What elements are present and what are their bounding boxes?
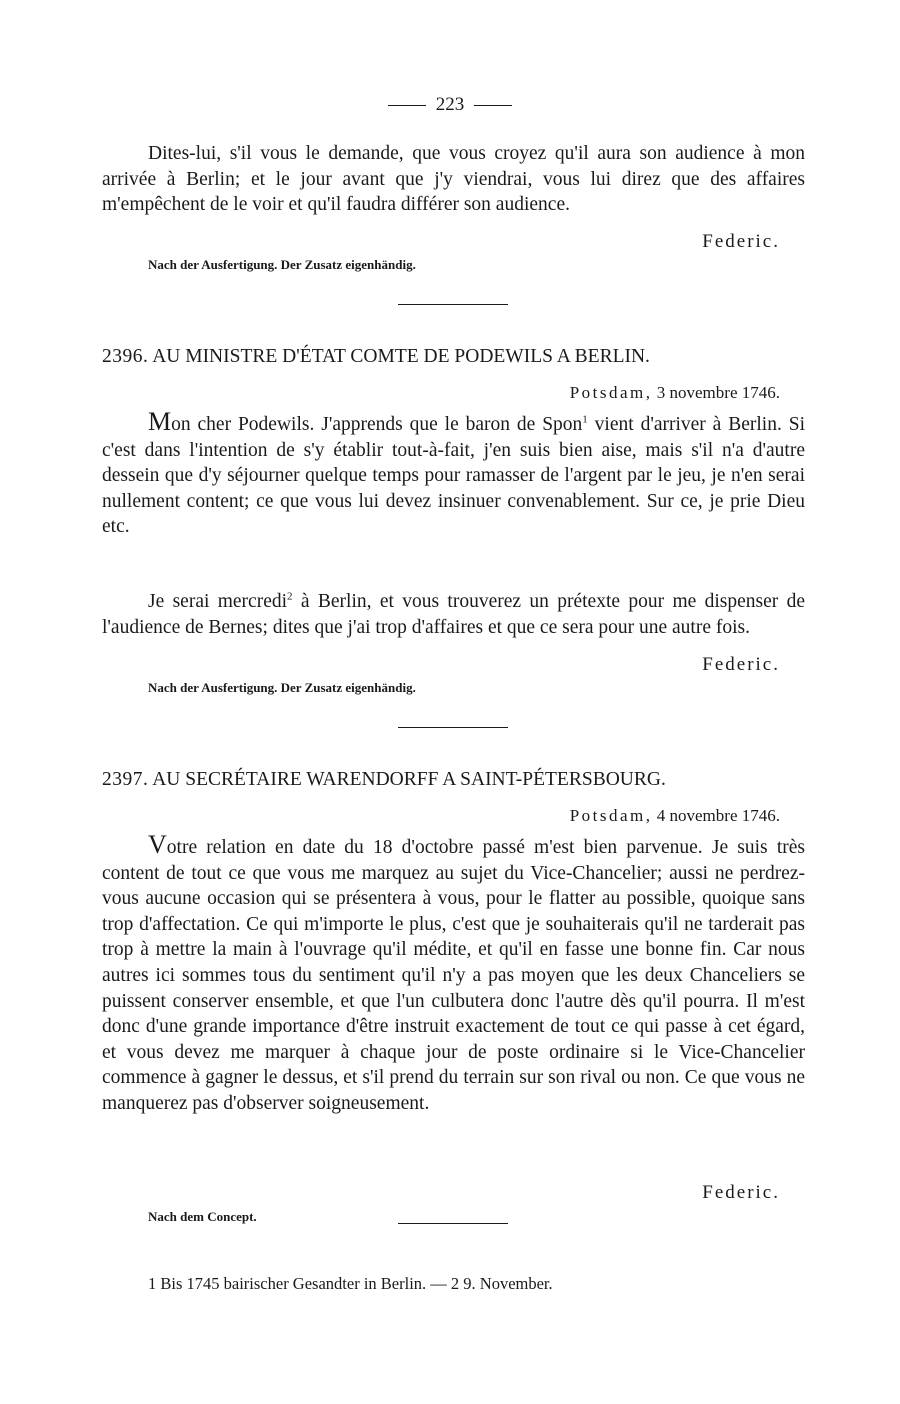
header-dash-left <box>388 105 426 106</box>
prev-letter-source-note: Nach der Ausfertigung. Der Zusatz eigenhändig. <box>148 257 416 272</box>
dateline-place: Potsdam, <box>569 806 653 825</box>
letter-2396-dateline <box>570 383 780 403</box>
footnote-marker: 2 <box>287 590 293 603</box>
prev-letter-body: Dites-lui, s'il vous le demande, que vous croyez qu'il aura son audience à mon arrivée à Berlin; et le jour avant que j'y viendrai, vous lui direz que des affaires m'empêchent de le voir et qu'il faudra différer son audience. <box>102 143 805 216</box>
footnote-1-marker: 1 <box>148 1274 157 1293</box>
body-text: vient d'arriver à Berlin. Si c'est dans l'intention de s'y établir tout-à-fait, j'en suis bien aise, mais s'il n'a d'autre dessein que d'y séjourner quelque temps pour ramasser de l'argent par le jeu, je n'en serai nullement content; ce que vous lui devez insinuer convenablement. Sur ce, je prie Dieu etc. <box>102 414 805 538</box>
footnote-divider <box>398 1223 508 1224</box>
letter-2397-source-note: Nach dem Concept. <box>148 1209 257 1224</box>
body-text: Je serai mercredi <box>148 591 288 612</box>
letter-2397-body <box>102 832 805 1117</box>
letter-heading: AU MINISTRE D'ÉTAT COMTE DE PODEWILS A BERLIN. <box>152 346 650 367</box>
letter-2396-title <box>102 346 807 368</box>
page-number: 223 <box>435 94 465 115</box>
header-dash-right <box>474 105 512 106</box>
letter-2396-signature: Federic. <box>702 654 780 675</box>
dropcap: M <box>148 407 172 436</box>
letter-2397-title <box>102 769 807 791</box>
footnote-1-text: Bis 1745 bairischer Gesandter in Berlin. <box>160 1274 427 1293</box>
dateline-date: 3 novembre 1746. <box>656 383 780 402</box>
footnote-2-marker: 2 <box>450 1274 460 1293</box>
letter-2397-signature: Federic. <box>702 1182 780 1203</box>
letter-2396-source-note: Nach der Ausfertigung. Der Zusatz eigenhändig. <box>148 680 416 695</box>
footnote-separator: — <box>430 1274 447 1293</box>
letter-2396-postscript <box>102 589 805 640</box>
letter-2397-dateline <box>570 806 780 826</box>
letter-number: 2397. <box>102 769 149 790</box>
letter-number: 2396. <box>102 346 149 367</box>
body-text: à Berlin, et vous trouverez un prétexte pour me dispenser de l'audience de Bernes; dites que j'ai trop d'affaires et que ce sera pour une autre fois. <box>102 591 806 638</box>
letter-heading: AU SECRÉTAIRE WARENDORFF A SAINT-PÉTERSBOURG. <box>152 769 666 790</box>
footnote-marker: 1 <box>582 413 588 426</box>
footnotes <box>148 1274 553 1294</box>
footnote-2-text: 9. November. <box>463 1274 553 1293</box>
section-divider <box>398 727 508 728</box>
dateline-date: 4 novembre 1746. <box>656 806 780 825</box>
dropcap: V <box>148 830 167 859</box>
body-text: on cher Podewils. J'apprends que le baron de Spon <box>171 414 583 435</box>
body-text: otre relation en date du 18 d'octobre passé m'est bien parvenue. Je suis très content de tout ce que vous me marquez au sujet du Vice-Chancelier; aussi ne perdrez-vous aucune occasion qui se présentera à vous, pour le flatter au possible, quoique sans trop d'affectation. Ce qui m'importe le plus, c'est que je souhaiterais qu'il ne tarderait pas trop à mettre la main à l'ouvrage qu'il médite, et qu'il en fasse une bonne fin. Car nous autres ici sommes tous du sentiment qu'il n'y a pas moyen que les deux Chanceliers se puissent conserver ensemble, et que l'un culbutera donc l'autre dès qu'il pourra. Il m'est donc d'une grande importance d'être instruit exactement de tout ce qui passe à cet égard, et vous devez me marquer à chaque jour de poste ordinaire si le Vice-Chancelier commence à gagner le dessus, et s'il prend du terrain sur son rival ou non. Ce que vous ne manquerez pas d'observer soigneusement. <box>102 837 805 1114</box>
letter-2396-body <box>102 409 805 540</box>
prev-letter-signature: Federic. <box>702 231 780 252</box>
page-header <box>0 94 900 116</box>
section-divider <box>398 304 508 305</box>
dateline-place: Potsdam, <box>569 383 653 402</box>
